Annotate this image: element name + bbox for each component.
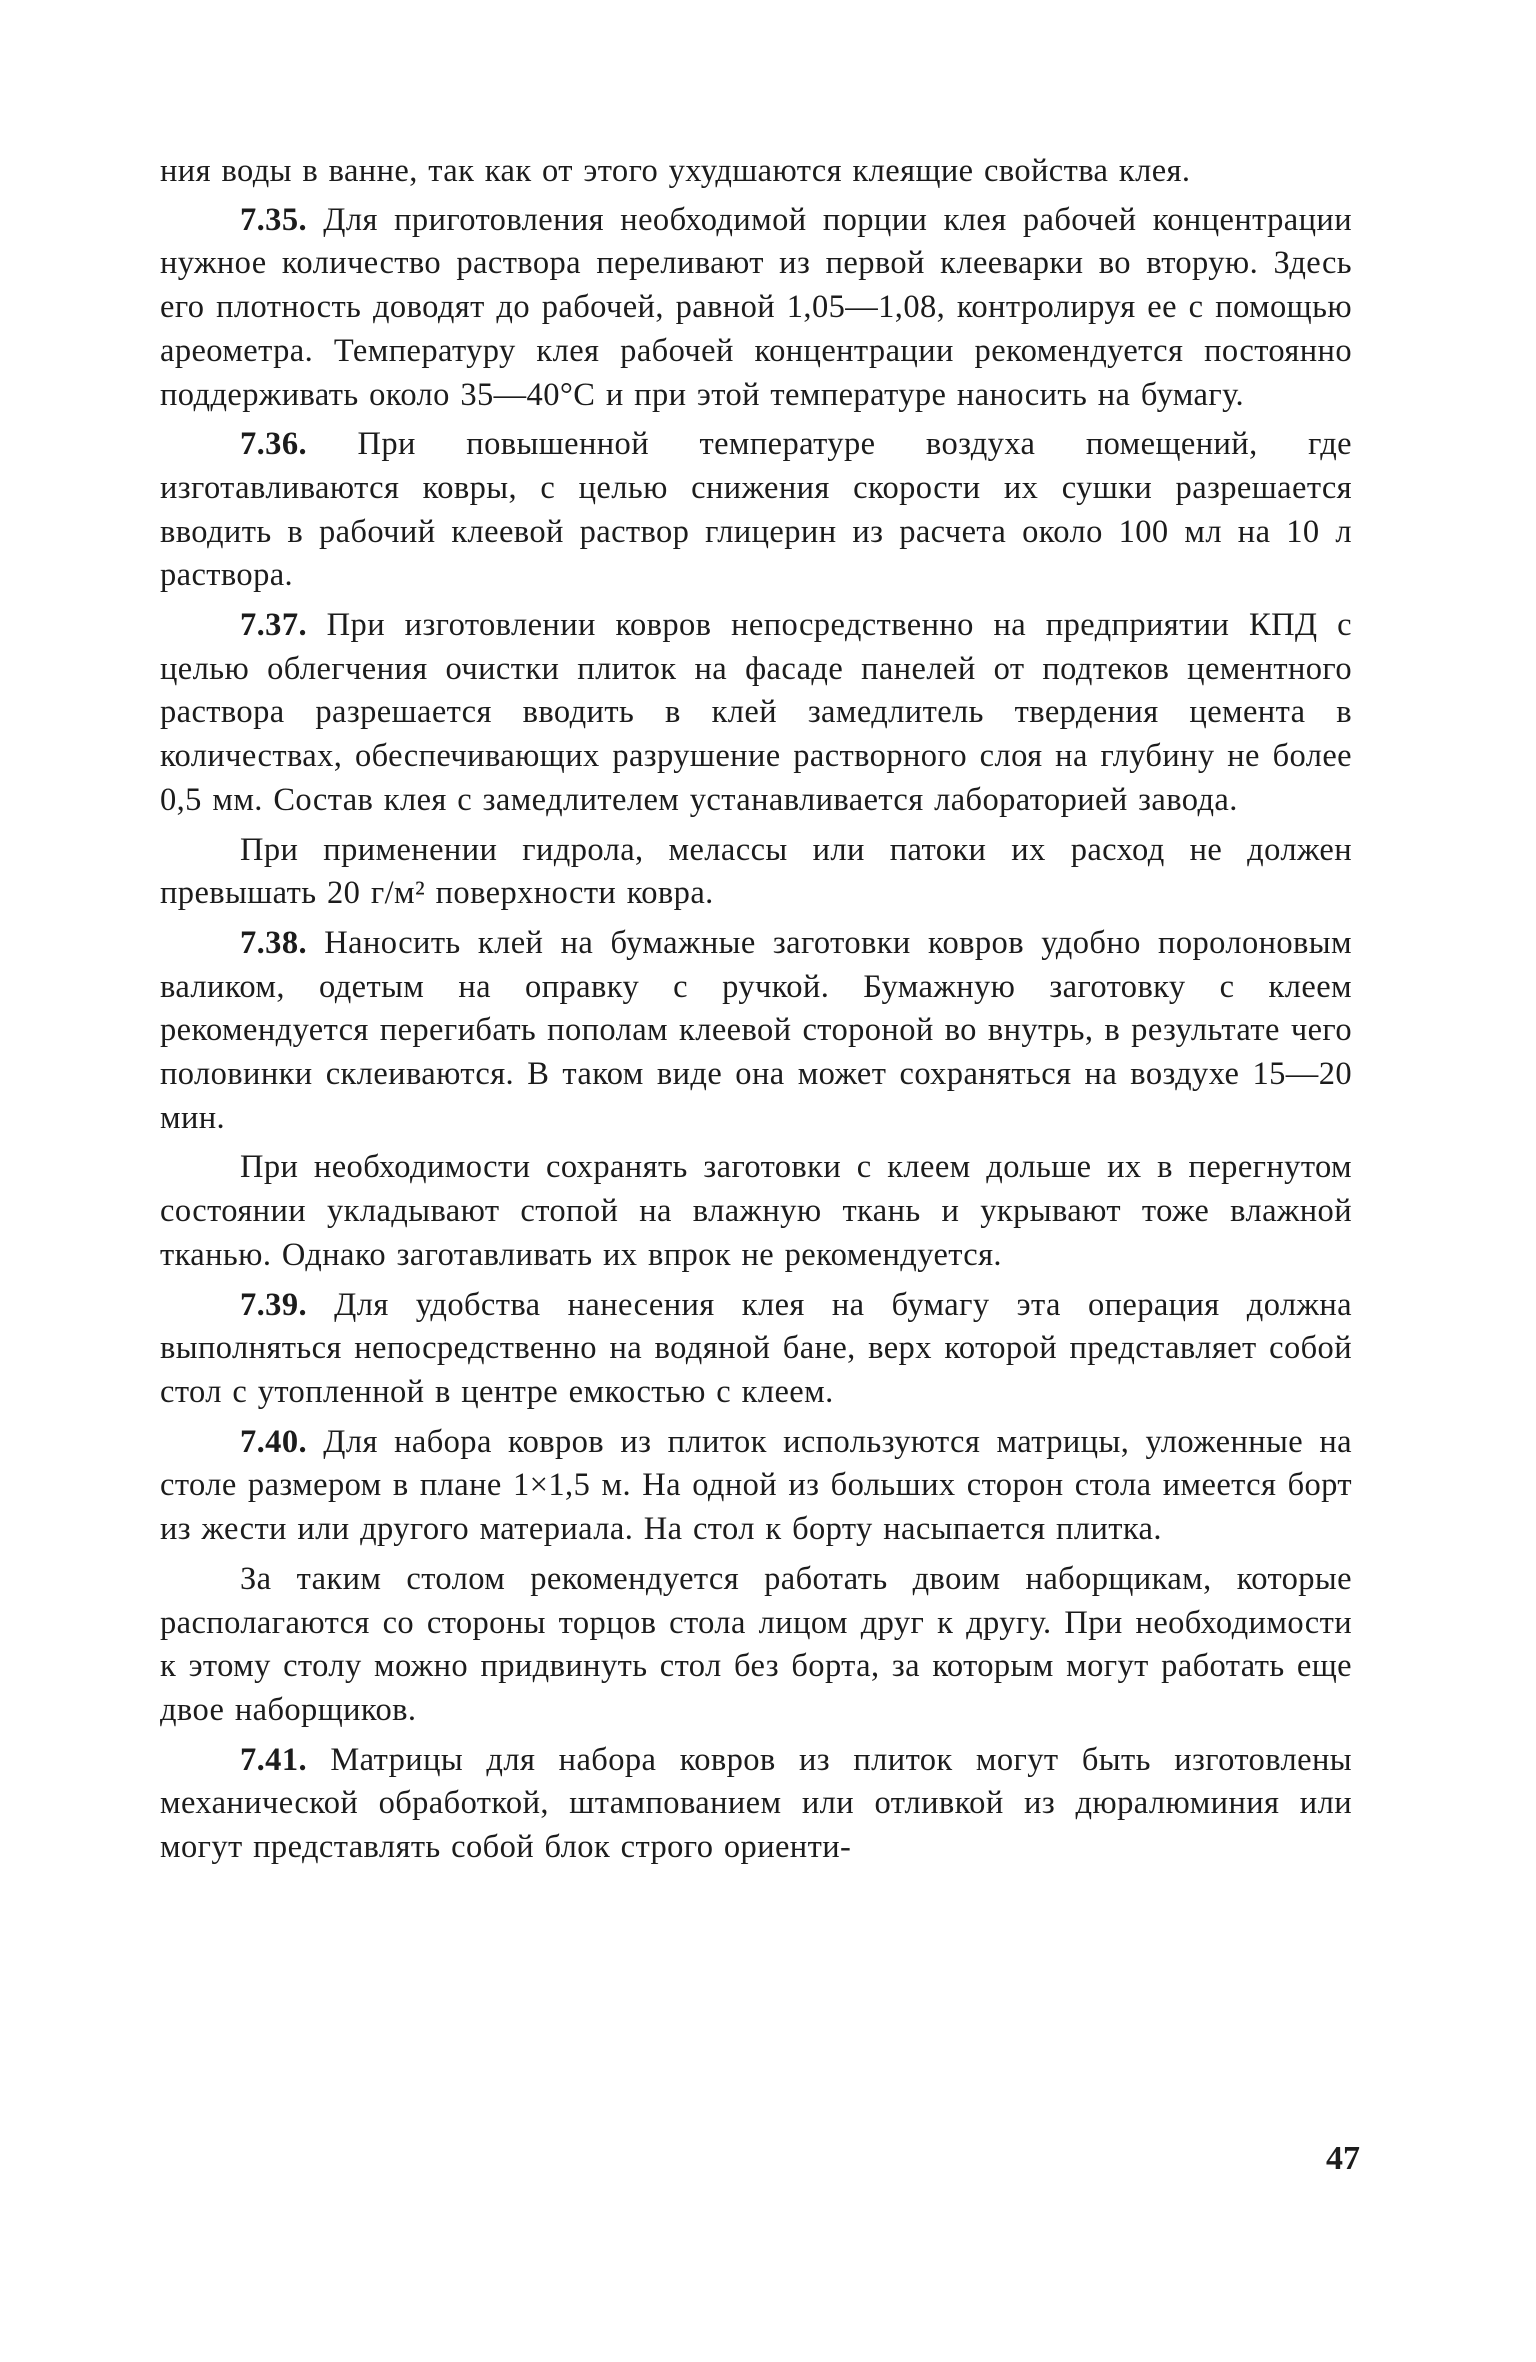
- clause-number: 7.40.: [240, 1423, 307, 1460]
- paragraph-7-35: [160, 199, 1352, 418]
- paragraph-text: При необходимости сохранять заготовки с клеем дольше их в перегнутом состоянии укладывают стопой на влажную ткань и укрывают тоже влажной тканью. Однако заготавливать их впрок не рекомендуется.: [160, 1149, 1352, 1273]
- clause-number: 7.38.: [240, 924, 307, 961]
- paragraph-text: Наносить клей на бумажные заготовки ковров удобно поролоновым валиком, одетым на оправку с ручкой. Бумажную заготовку с клеем рекомендуется перегибать пополам клеевой стороной во внутрь, в результате чего половинки склеиваются. В таком виде она может сохраняться на воздухе 15—20 мин.: [160, 924, 1352, 1136]
- clause-number: 7.35.: [240, 201, 307, 238]
- clause-number: 7.36.: [240, 426, 307, 463]
- paragraph-7-40-note: [160, 1558, 1352, 1733]
- paragraph-text: При изготовлении ковров непосредственно на предприятии КПД с целью облегчения очистки плиток на фасаде панелей от подтеков цементного раствора разрешается вводить в клей замедлитель твердения цемента в количествах, обеспечивающих разрушение растворного слоя на глубину не более 0,5 мм. Состав клея с замедлителем устанавливается лабораторией завода.: [160, 607, 1352, 818]
- paragraph-text: ния воды в ванне, так как от этого ухудшаются клеящие свойства клея.: [160, 153, 1191, 189]
- paragraph-text: Для удобства нанесения клея на бумагу эта операция должна выполняться непосредственно на водяной бане, верх которой представляет собой стол с утопленной в центре емкостью с клеем.: [160, 1286, 1352, 1410]
- paragraph-7-37: [160, 604, 1352, 823]
- paragraph-7-38-note: [160, 1146, 1352, 1277]
- clause-number: 7.39.: [240, 1286, 307, 1323]
- paragraph-text: При повышенной температуре воздуха помещений, где изготавливаются ковры, с целью снижения скорости их сушки разрешается вводить в рабочий клеевой раствор глицерин из расчета около 100 мл на 10 л раствора.: [160, 426, 1352, 594]
- paragraph-7-36: [160, 423, 1352, 598]
- paragraph-continuation: [160, 150, 1352, 194]
- paragraph-7-37-note: [160, 829, 1352, 916]
- page-number: 47: [1326, 2140, 1360, 2177]
- paragraph-7-41: [160, 1739, 1352, 1870]
- paragraph-7-39: [160, 1284, 1352, 1415]
- paragraph-text: Для приготовления необходимой порции клея рабочей концентрации нужное количество раствора переливают из первой клееварки во вторую. Здесь его плотность доводят до рабочей, равной 1,05—1,08, контролируя ее с помощью ареометра. Температуру клея рабочей концентрации рекомендуется постоянно поддерживать около 35—40°С и при этой температуре наносить на бумагу.: [160, 201, 1352, 413]
- paragraph-text: За таким столом рекомендуется работать двоим наборщикам, которые располагаются со стороны торцов стола лицом друг к другу. При необходимости к этому столу можно придвинуть стол без борта, за которым могут работать еще двое наборщиков.: [160, 1560, 1352, 1728]
- body-text: [160, 150, 1352, 1876]
- paragraph-text: При применении гидрола, мелассы или патоки их расход не должен превышать 20 г/м² поверхности ковра.: [160, 831, 1352, 912]
- clause-number: 7.41.: [240, 1741, 307, 1778]
- paragraph-7-40: [160, 1421, 1352, 1552]
- paragraph-text: Для набора ковров из плиток используются матрицы, уложенные на столе размером в плане 1×1,5 м. На одной из больших сторон стола имеется борт из жести или другого материала. На стол к борту насыпается плитка.: [160, 1423, 1352, 1548]
- paragraph-7-38: [160, 922, 1352, 1141]
- paragraph-text: Матрицы для набора ковров из плиток могут быть изготовлены механической обработкой, штампованием или отливкой из дюралюминия или могут представлять собой блок строго ориенти-: [160, 1741, 1352, 1866]
- clause-number: 7.37.: [240, 607, 307, 644]
